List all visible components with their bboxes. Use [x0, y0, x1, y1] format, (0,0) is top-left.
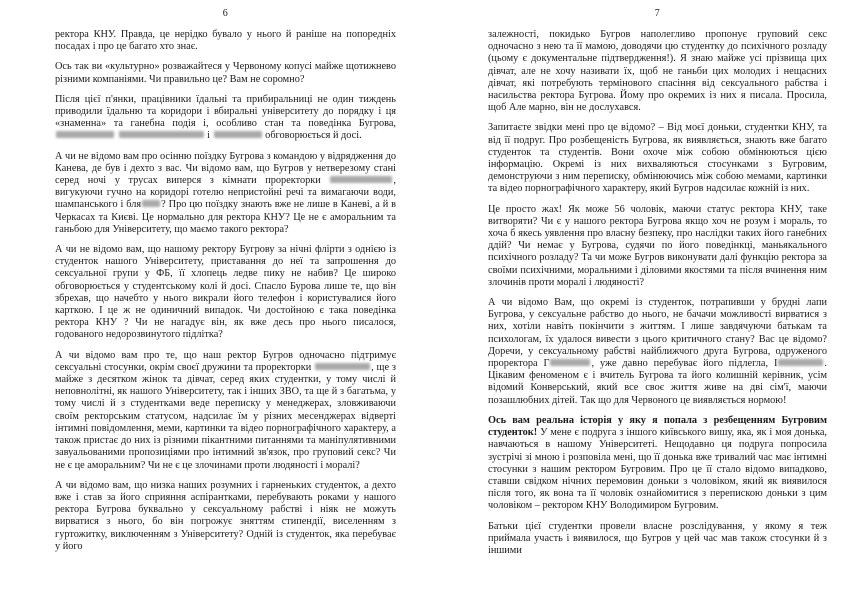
paragraph: [55, 244, 396, 342]
paragraph: [55, 151, 396, 236]
text-segment: У мене є подруга з іншого київського вишу, яка, як і моя донька, навчаються в нашому Університеті. Нещодавно ця подруга попросила зустрічі зі мною і розповіла мені, що її донька вже тривалий час має інтимні стосунки з нашим ректором Бугровим. Про це її стало відомо випадково, ставши свідком нічних перемовин доньки з чоловіком, який як виявилося після того, як вона та її чоловік ознайомитися з перепискою доньки з цим чоловіком – ректором КНУ Володимиром Бугровим.: [488, 427, 827, 512]
redacted-text: [214, 131, 262, 138]
text-segment: Запитаєте звідки мені про це відомо? – Від моєї доньки, студентки КНУ, та від її подруг. Про розбещеність Бугрова, як виявляється, знають вже багато студенток та студентів. Вони охоче між собою обмінюються цією інформацію. Окремі із них вихваляються стосунками з Бугровим, демонструючи з ним переписку, обмінюючись між собою мемами, картинки та відео порнографічного характеру, який Бугров надсилає кожній із них.: [488, 122, 827, 195]
text-segment: Ось так ви «культурно» розважайтеся у Червоному копусі майже щотижнево різними компаніями. Чи правильно це? Вам не соромно?: [55, 61, 396, 85]
redacted-text: [550, 359, 590, 366]
text-segment: А чи відомо вам про те, що наш ректор Бугров одночасно підтримує сексуальні стосунки, окрім своєї дружини та проректорки: [55, 349, 396, 373]
text-segment: Батьки цієї студентки провели власне розслідування, у якому я теж приймала участь і виявилося, що Бугров у цей час мав також стосунки й з іншими: [488, 520, 827, 556]
page-number: 7: [654, 8, 661, 19]
text-segment: А чи відомо Вам, що окремі із студенток, потрапивши у брудні лапи Бугрова, у сексуальне рабство до нього, не бачачи можливості вирватися з них, хотіли навіть покінчити з життям. І лише завдячуючи батькам та психологам, їх удалося вивести з цього критичного стану? Вас це відомо? Доречи, у сексуальному рабстві найближчого друга Бугрова, одруженого проректора Г: [488, 297, 827, 370]
paragraph: [55, 61, 396, 85]
page-6: [0, 0, 396, 600]
page-body: [488, 29, 827, 557]
text-segment: , ще з майже з десятком жінок та дівчат, серед яких студентки, у тому числі й неповнолітні, як нашого Університету, так і інших ЗВО, та ще й з багатьма, у тому числі й з студентками веде переписку у менеджерах, зловживаючи своїм ректорським статусом, надсилає їм у різних месенджерах відверті інтимні повідомлення, меми, картинки та відео порнографічного характеру, а також пристає до них із різними пікантними питаннями та маніпулятивними завуальованими пропозиціями про інтимний зв'язок, про груповий секс? Чи не є це аморальним? Чи не є це злочинами проти людяності і моралі?: [55, 361, 396, 471]
page-body: [55, 29, 396, 553]
redacted-text: [119, 131, 204, 138]
redacted-text: [330, 176, 392, 183]
text-segment: ректора КНУ. Правда, це нерідко бувало у нього й раніше на попоредніх посадах і про це багато хто знає.: [55, 29, 396, 53]
redacted-text: [778, 359, 823, 366]
paragraph: [55, 29, 396, 53]
text-segment: Після цієї п'янки, працівники їдальні та прибиральниці не один тиждень приводили їдальню та коридори і вбиральні університету до порядку і ця «знаменна» та ганебна подія і, особливо стан та поведінка Бугрова,: [55, 93, 396, 130]
text-segment: , вигукуючи гучно на коридорі готелю непристойні речі та вимагаючи води, шампанського і бля: [55, 175, 396, 211]
text-segment: А чи відомо вам, що низка наших розумних і гарненьких студенток, а дехто вже і став за його сприяння аспірантками, перебувають роками у нашого ректора Бугрова буквально у сексуальному рабстві і ніяк не можуть вирватися з нього, бо він погрожує зняттям стипендії, виселенням з гуртожитку, виключенням з Університету? Одній із студенток, яка перебуває у його: [55, 479, 396, 552]
page-7: [396, 0, 827, 600]
redacted-text: [142, 200, 160, 207]
paragraph: [488, 204, 827, 289]
text-segment: Це просто жах! Як може 56 чоловік, маючи статус ректора КНУ, таке витворяти? Чи є у нашого ректора Бугрова якщо хоч не розум і мораль, то хоча б якесь уявлення про власну безпеку, про наслідки таких його ганебних ддій? Чи немає у Бугрова, судячи по його поведінкці, маньякального психічного розладу? Та чи може Бугров виконувати далі функцію ректора за своїми психічними, моральними і діловими якостями та після вчинення ним злочинів проти моралі і людяності?: [488, 203, 827, 288]
paragraph: [488, 521, 827, 558]
text-segment: Ось вам реальна історія у яку я попала з резбещенням Бугровим студенток!: [488, 414, 827, 439]
text-segment: , уже давно перебуває його підлегла, І: [591, 358, 778, 370]
paragraph: [55, 94, 396, 143]
text-segment: ? Про цю поїздку знають вже не лише в Каневі, а й в Черкасах та Києві. Це нормально для ректора КНУ? Це не є аморальним та ганьбою для Університету, що маємо такого ректора?: [55, 199, 396, 235]
paragraph: [488, 415, 827, 513]
text-segment: і: [204, 130, 213, 142]
paragraph: [488, 297, 827, 407]
text-segment: обговорюється й досі.: [262, 130, 362, 142]
page-number: 6: [222, 8, 229, 19]
redacted-text: [315, 363, 370, 370]
text-segment: А чи не відомо вам про осінню поїздку Бугрова з командою у відрядження до Канева, де був і дехто з вас. Чи відомо вам, що Бугров у нетверезому стані серед ночі у трусах виперся з кімнати проректорки: [55, 150, 396, 187]
redacted-text: [56, 131, 114, 138]
paragraph: [488, 122, 827, 195]
paragraph: [488, 29, 827, 114]
paragraph: [55, 480, 396, 553]
text-segment: залежності, покидько Бугров наполегливо пропонує груповий секс одночасно з нею та її мамою, доводячи цю студентку до психічного розладу (цьому є документальне підтвердження!). Я знаю майже усі прізвища цих дівчат, але не хочу називати їх, щоб не ганьби цих молодих і нещасних дівчат, які потребують термінового спасіння від сексуального рабства і насильства ректора Бугрова. Йому про окремих із них я писала. Просила, щоб Але марно, він не дослухався.: [488, 29, 827, 114]
text-segment: А чи не відомо вам, що нашому ректору Бугрову за нічні флірти з однією із студенток нашого Університету, приставання до неї та запрошення до сексуальної групи у ФБ, її хлопець ледве пику не набив? Це широко обговорюється у студентському колі й досі. Спасло Бурова лише те, що він збрехав, що начебто у нього викрали його телефон і користувалися його карткою. І це ж не одиничний випадок. Чи достойною є така поведінка ректора КНУ ? Чи не нагадує він, як вже десь про нього писалося, годованого недорозвинутого підлітка?: [55, 244, 396, 341]
paragraph: [55, 350, 396, 472]
text-segment: . Цікавим феноменом є і вчитель Бугрова та його колишній керівник, усім відомий Конверський, який все своє життя живе на дві сім'ї, маючи позашлюбних дітей. Так що для Червоного це виявляється нормою!: [488, 358, 827, 406]
text-segment: [115, 130, 118, 141]
